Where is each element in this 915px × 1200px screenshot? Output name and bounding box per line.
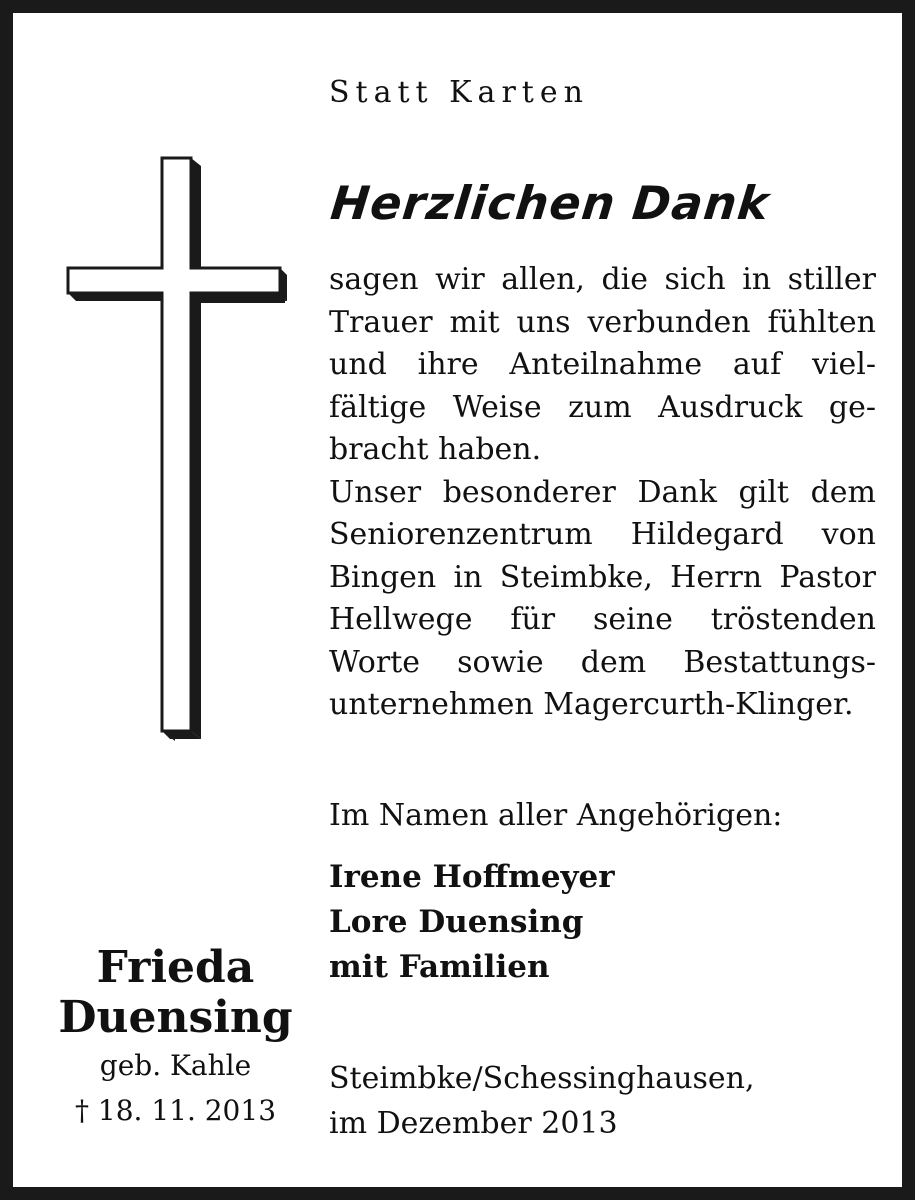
deceased-birth-name: geb. Kahle	[99, 1049, 252, 1082]
body-line: sagen wir allen, die sich in stiller	[329, 262, 876, 297]
family-name: Irene Hoffmeyer	[329, 859, 615, 895]
body-line: Unser besonderer Dank gilt dem	[329, 474, 876, 510]
body-line: unternehmen Magercurth-Klinger.	[329, 687, 854, 722]
family-name: mit Familien	[329, 949, 550, 985]
deceased-block	[43, 943, 308, 1133]
place-date	[329, 1056, 755, 1146]
cross-icon	[63, 153, 293, 743]
body-text	[329, 259, 876, 727]
body-line: Trauer mit uns verbunden fühlten	[329, 304, 876, 340]
deceased-last-name: Duensing	[58, 992, 293, 1043]
family-name: Lore Duensing	[329, 904, 584, 940]
body-line: Worte sowie dem Bestattungs-	[329, 644, 876, 680]
body-line: fältige Weise zum Ausdruck ge-	[329, 389, 876, 425]
family-names	[329, 855, 615, 990]
date-line: im Dezember 2013	[329, 1106, 618, 1141]
body-line: Bingen in Steimbke, Herrn Pastor	[329, 559, 876, 595]
notice-title: Herzlichen Dank	[328, 176, 773, 230]
signoff-text: Im Namen aller Angehörigen:	[329, 798, 783, 833]
header-statt-karten: Statt Karten	[329, 75, 589, 110]
body-line: und ihre Anteilnahme auf viel-	[329, 347, 876, 382]
body-line: Seniorenzentrum Hildegard von	[329, 517, 876, 552]
body-line: Hellwege für seine tröstenden	[329, 602, 876, 637]
body-line: bracht haben.	[329, 432, 542, 467]
place-line: Steimbke/Schessinghausen,	[329, 1061, 755, 1096]
deceased-death-date: † 18. 11. 2013	[74, 1094, 277, 1127]
deceased-first-name: Frieda	[96, 942, 255, 993]
